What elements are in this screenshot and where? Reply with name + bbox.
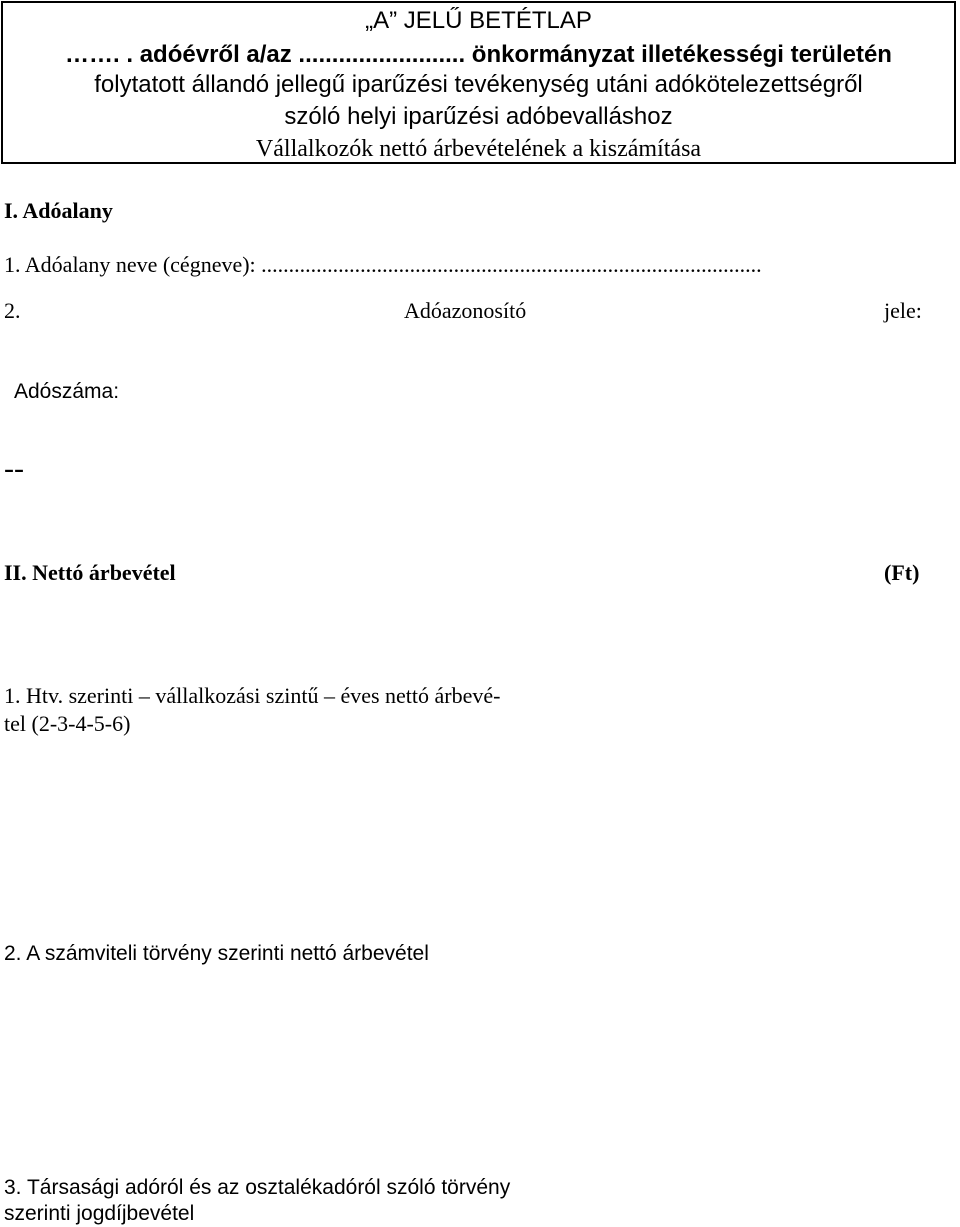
taxpayer-name-field: 1. Adóalany neve (cégneve): ........................................................................................... — [4, 252, 762, 277]
unit-label: (Ft) — [884, 560, 920, 585]
form-title: „A” JELŰ BETÉTLAP — [365, 7, 592, 34]
tax-id-number: 2. — [4, 298, 21, 323]
row-3-label-line2: szerinti jogdíjbevétel — [4, 1202, 195, 1225]
header-box — [1, 1, 956, 164]
row-1-label-line1: 1. Htv. szerinti – vállalkozási szintű – éves nettó árbevé- — [4, 683, 501, 708]
tax-id-suffix: jele: — [884, 298, 922, 323]
header-line-subtitle: Vállalkozók nettó árbevételének a kiszámítása — [255, 136, 702, 162]
tax-number-label: Adószáma: — [14, 380, 120, 403]
row-1-label-line2: tel (2-3-4-5-6) — [4, 711, 131, 736]
row-3-label-line1: 3. Társasági adóról és az osztalékadóról szóló törvény — [4, 1176, 511, 1199]
row-2-label: 2. A számviteli törvény szerinti nettó árbevétel — [4, 942, 429, 965]
header-line-tax-year: ……. . adóévről a/az ......................... önkormányzat illetékességi területén — [65, 41, 892, 68]
separator-dashes: -- — [4, 452, 24, 485]
header-line-declaration: szóló helyi iparűzési adóbevalláshoz — [284, 103, 673, 130]
section-1-heading: I. Adóalany — [4, 198, 113, 223]
tax-id-label: Adóazonosító — [404, 298, 527, 323]
section-2-heading: II. Nettó árbevétel — [4, 560, 176, 585]
header-line-activity: folytatott állandó jellegű iparűzési tevékenység utáni adókötelezettségről — [94, 71, 863, 98]
